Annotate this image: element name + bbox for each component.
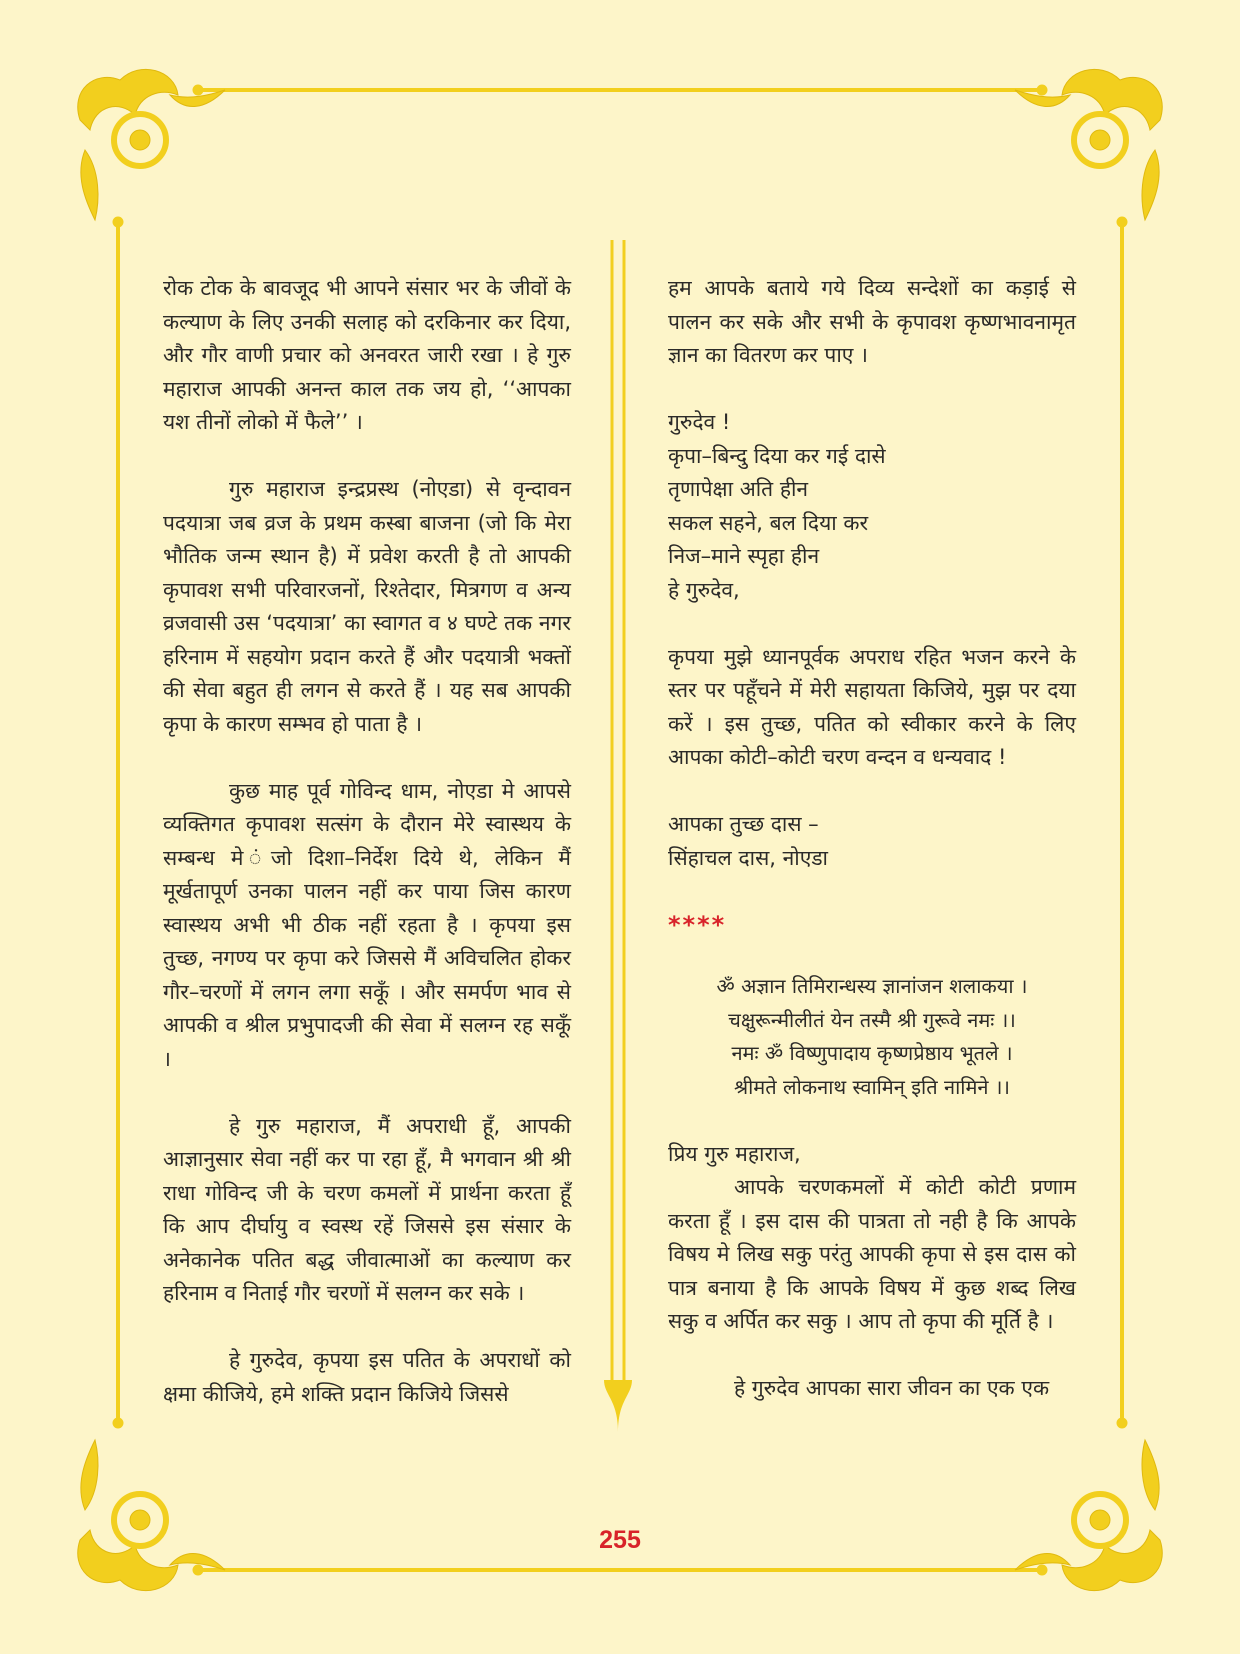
signature-line-2: सिंहाचल दास, नोएडा <box>668 845 828 870</box>
section-separator-stars: **** <box>668 910 727 939</box>
poem-line: तृणापेक्षा अति हीन <box>668 477 809 501</box>
left-column <box>163 272 571 1445</box>
paragraph-request: कृपया मुझे ध्यानपूर्वक अपराध रहित भजन करने के स्तर पर पहूँचने में मेरी सहायता किजिये, मुझ पर दया करें । इस तुच्छ, पतित को स्वीकार करने के लिए आपका कोटी–कोटी चरण वन्दन व धन्यवाद ! <box>668 644 1076 769</box>
paragraph-health: कुछ माह पूर्व गोविन्द धाम, नोएडा मे आपसे व्यक्तिगत कृपावश सत्संग के दौरान मेरे स्वास्थय के सम्बन्ध मे ंजो दिशा–निर्देश दिये थे, लेकिन मैं मूर्खतापूर्ण उनका पालन नहीं कर पाया जिस कारण स्वास्थय अभी भी ठीक नहीं रहता है । कृपया इस तुच्छ, नगण्य पर कृपा करे जिससे मैं अविचलित होकर गौर–चरणों में लगन लगा सकूँ । और समर्पण भाव से आपकी व श्रील प्रभुपादजी की सेवा में सलग्न रह सकूँ । <box>163 778 571 1071</box>
signature-line-1: आपका तुच्छ दास – <box>668 812 819 836</box>
paragraph-forgiveness: हे गुरुदेव, कृपया इस पतित के अपराधों को क्षमा कीजिये, हमे शक्ति प्रदान किजिये जिससे <box>163 1348 571 1406</box>
sanskrit-verse <box>668 970 1076 1104</box>
paragraph-blessing: रोक टोक के बावजूद भी आपने संसार भर के जीवों के कल्याण के लिए उनकी सलाह को दरकिनार कर दिया, और गौर वाणी प्रचार को अनवरत जारी रखा । हे गुरु महाराज आपकी अनन्त काल तक जय हो, ‘‘आपका यश तीनों लोको में फैले’’ । <box>163 276 571 434</box>
salutation: प्रिय गुरु महाराज, <box>668 1141 801 1166</box>
verse-line: श्रीमते लोकनाथ स्वामिन् इति नामिने ।। <box>733 1074 1011 1099</box>
poem <box>668 406 1076 607</box>
verse-line: नमः ॐ विष्णुपादाय कृष्णप्रेष्ठाय भूतले । <box>731 1041 1013 1065</box>
right-column <box>668 272 1076 1439</box>
poem-line: कृपा–बिन्दु दिया कर गई दासे <box>668 443 886 468</box>
verse-line: चक्षुरून्मीलीतं येन तस्मै श्री गुरूवे नमः ।। <box>728 1007 1016 1032</box>
paragraph-prayer: हे गुरु महाराज, मैं अपराधी हूँ, आपकी आज्ञानुसार सेवा नहीं कर पा रहा हूँ, मै भगवान श्री श्री राधा गोविन्द जी के चरण कमलों में प्रार्थना करता हूँ कि आप दीर्घायु व स्वस्थ रहें जिससे इस संसार के अनेकानेक पतित बद्ध जीवात्माओं का कल्याण कर हरिनाम व निताई गौर चरणों में सलग्न कर सके । <box>163 1113 571 1305</box>
paragraph-padayatra: गुरु महाराज इन्द्रप्रस्थ (नोएडा) से वृन्दावन पदयात्रा जब व्रज के प्रथम कस्बा बाजना (जो कि मेरा भौतिक जन्म स्थान है) में प्रवेश करती है तो आपकी कृपावश सभी परिवारजनों, रिश्तेदार, मित्रगण व अन्य व्रजवासी उस ‘पदयात्रा’ का स्वागत व ४ घण्टे तक नगर हरिनाम में सहयोग प्रदान करते हैं और पदयात्री भक्तों की सेवा बहुत ही लगन से करते हैं । यह सब आपकी कृपा के कारण सम्भव हो पाता है । <box>163 477 571 736</box>
page-number: 255 <box>599 1526 641 1554</box>
poem-line: हे गुरुदेव, <box>668 577 740 602</box>
poem-line: निज–माने स्पृहा हीन <box>668 544 820 568</box>
signature <box>668 808 1076 875</box>
verse-line: ॐ अज्ञान तिमिरान्धस्य ज्ञानांजन शलाकया । <box>716 974 1028 998</box>
paragraph-pranam: आपके चरणकमलों में कोटी कोटी प्रणाम करता हूँ । इस दास की पात्रता तो नही है कि आपके विषय मे लिख सकु परंतु आपकी कृपा से इस दास को पात्र बनाया है कि आपके विषय में कुछ शब्द लिख सकु व अर्पित कर सकु । आप तो कृपा की मूर्ति है । <box>668 1175 1076 1333</box>
poem-line: सकल सहने, बल दिया कर <box>668 510 869 535</box>
poem-line: गुरुदेव ! <box>668 410 731 434</box>
paragraph-life: हे गुरुदेव आपका सारा जीवन का एक एक <box>734 1376 1050 1400</box>
paragraph-continuation: हम आपके बताये गये दिव्य सन्देशों का कड़ाई से पालन कर सके और सभी के कृपावश कृष्णभावनामृत ज्ञान का वितरण कर पाए । <box>668 276 1076 367</box>
